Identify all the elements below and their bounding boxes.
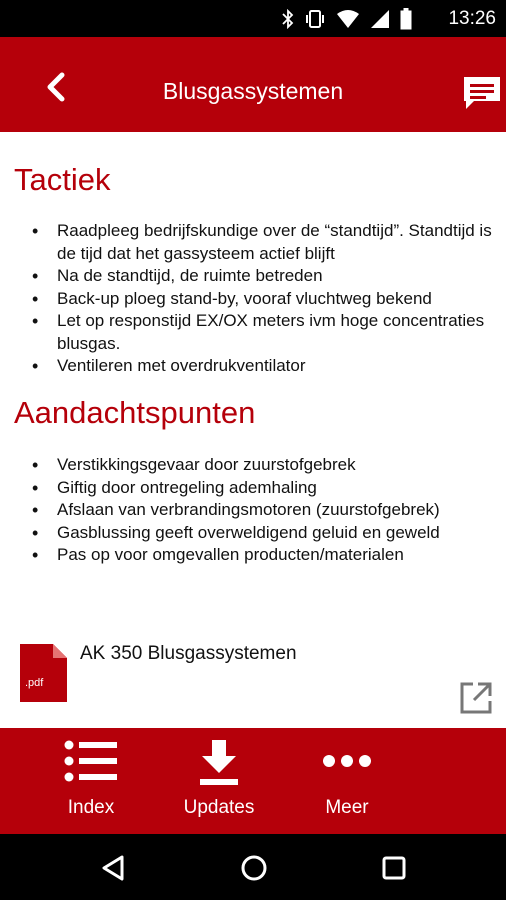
status-time: 13:26 [448,8,496,29]
list-item: • Back-up ploeg stand-by, vooraf vluchtweg bekend [30,288,495,311]
vibrate-icon [304,9,326,29]
more-dots-icon [321,738,373,784]
section-heading-aandachtspunten: Aandachtspunten [14,395,256,430]
nav-home-icon[interactable] [240,854,268,882]
tab-updates[interactable] [164,728,274,834]
list-item: • Pas op voor omgevallen producten/materialen [30,544,495,567]
attachment-title[interactable]: AK 350 Blusgassystemen [80,643,297,664]
status-icons [282,7,412,31]
list-item: • Afslaan van verbrandingsmotoren (zuurstofgebrek) [30,499,495,522]
pdf-file-icon[interactable] [20,644,67,702]
tab-index-label: Index [67,797,115,818]
signal-icon [370,9,390,29]
download-icon [197,738,241,786]
open-external-icon[interactable] [458,680,494,716]
list-icon [63,738,119,784]
list-item: • Na de standtijd, de ruimte betreden [30,265,495,288]
app-bar [0,37,506,132]
nav-back-icon[interactable] [100,854,126,882]
tab-updates-label: Updates [183,797,255,818]
list-item: • Raadpleeg bedrijfskundige over de “standtijd”. Standtijd is de tijd dat het gassysteem actief blijft [30,220,495,265]
page-title: Blusgassystemen [162,78,344,104]
status-bar [0,0,506,37]
pdf-attachment[interactable] [20,642,500,722]
tab-meer-label: Meer [325,797,369,818]
list-item: • Verstikkingsgevaar door zuurstofgebrek [30,454,495,477]
aandachtspunten-list [30,454,495,567]
battery-icon [400,8,412,30]
section-heading-tactiek: Tactiek [14,162,111,197]
content-area[interactable] [0,132,506,728]
bluetooth-icon [282,9,294,29]
list-item: • Ventileren met overdrukventilator [30,355,495,378]
nav-recents-icon[interactable] [381,855,407,881]
list-item: • Gasblussing geeft overweldigend geluid en geweld [30,522,495,545]
message-icon[interactable] [460,73,504,113]
bottom-navigation [0,728,506,834]
tab-meer[interactable] [292,728,402,834]
pdf-icon-label: .pdf [25,677,44,689]
list-item: • Let op responstijd EX/OX meters ivm hoge concentraties blusgas. [30,310,495,355]
tab-index[interactable] [36,728,146,834]
tactiek-list [30,220,495,378]
system-nav-bar [0,834,506,900]
wifi-icon [336,9,360,29]
list-item: • Giftig door ontregeling ademhaling [30,477,495,500]
